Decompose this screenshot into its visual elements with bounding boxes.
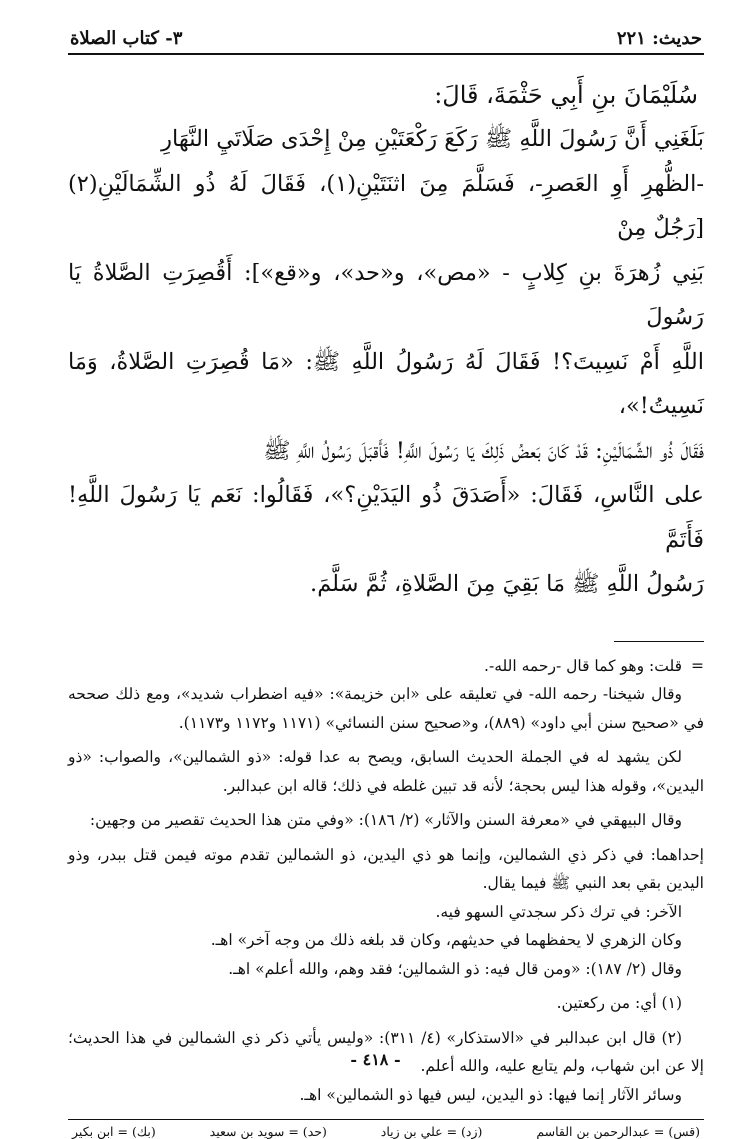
footnotes (68, 652, 704, 1110)
note-paragraph: الآخر: في ترك ذكر سجدتي السهو فيه. (435, 902, 682, 921)
hadith-line: رَسُولُ اللَّهِ ﷺ مَا بَقِيَ مِنَ الصَّلاةِ، ثُمَّ سَلَّمَ. (310, 571, 704, 597)
hadith-line: بَنِي زُهرَةَ بنِ كِلابٍ - «مص»، و«حد»، و«قع»]: أَقُصِرَتِ الصَّلاةُ يَا رَسُولَ (68, 259, 704, 330)
book-page (68, 22, 704, 1139)
abbreviation: (حد) = سويد بن سعيد (209, 1124, 327, 1139)
hadith-line: بَلَغَنِي أَنَّ رَسُولَ اللَّهِ ﷺ رَكَعَ رَكْعَتَيْنِ مِنْ إِحْدَى صَلَاتَيِ النَّهَارِ (161, 126, 704, 152)
note-paragraph: إحداهما: في ذكر ذي الشمالين، وإنما هو ذي اليدين، ذو الشمالين تقدم موته فيمن قتل ببدر، وذو اليدين بقي بعد النبي ﷺ فيما يقال. (68, 845, 704, 892)
abbreviation-key (68, 1120, 704, 1139)
book-title: ٣- كتاب الصلاة (70, 28, 183, 49)
note-paragraph: وقال (٢/ ١٨٧): «ومن قال فيه: ذو الشمالين؛ فقد وهم، والله أعلم» اهـ. (228, 959, 682, 978)
note-paragraph: لكن يشهد له في الجملة الحديث السابق، ويصح به عدا قوله: «ذو الشمالين»، والصواب: «ذو اليدين»، وقوله هذا ليس بحجة؛ لأنه قد تبين غلطه في ذلك؛ قاله ابن عبدالبر. (68, 748, 704, 795)
footnote-2: (٢) قال ابن عبدالبر في «الاستذكار» (٤/ ٣١١): «وليس يأتي ذكر ذي الشمالين في هذا الحديث؛ إلا عن ابن شهاب، ولم يتابع عليه، والله أعلم. (68, 1028, 704, 1075)
note-paragraph: وكان الزهري لا يحفظهما في حديثهم، وكان قد بلغه ذلك من وجه آخر» اهـ. (210, 931, 682, 949)
abbreviation: (بك) = ابن بكير (72, 1124, 156, 1139)
hadith-line: فَقَالَ ذُو الشِّمَالَيْنِ: قَدْ كَانَ بَعضُ ذَلِكَ يَا رَسُولَ اللَّهِ! فَأَقبَلَ رَسُولُ اللَّهِ ﷺ (263, 437, 704, 464)
hadith-line: -الظُّهرِ أَوِ العَصرِ-، فَسَلَّمَ مِنَ اثنَتَيْنِ(١)، فَقَالَ لَهُ ذُو الشِّمَالَيْنِ(٢) [رَجُلٌ مِنْ (68, 170, 704, 241)
abbreviation: (قس) = عبدالرحمن بن القاسم (536, 1124, 700, 1139)
abbreviation: (زد) = علي بن زياد (380, 1124, 483, 1139)
note-paragraph: وقال البيهقي في «معرفة السنن والآثار» (٢/ ١٨٦): «وفي متن هذا الحديث تقصير من وجهين: (89, 811, 682, 829)
hadith-number: حديث: ٢٢١ (616, 28, 702, 49)
footnote-separator (614, 641, 704, 642)
hadith-intro: سُلَيْمَانَ بنِ أَبِي حَثْمَةَ، قَالَ: (434, 81, 698, 109)
hadith-text (68, 117, 704, 607)
note-paragraph: =قلت: وهو كما قال -رحمه الله-. (68, 652, 704, 681)
footnote-1: (١) أي: من ركعتين. (556, 994, 682, 1012)
hadith-line: اللَّهِ أَمْ نَسِيتَ؟! فَقَالَ لَهُ رَسُولُ اللَّهِ ﷺ: «مَا قُصِرَتِ الصَّلاةُ، وَمَا نَسِيتُ!»، (68, 348, 704, 419)
page-number: - ٤١٨ - (350, 1050, 401, 1069)
continuation-mark: = (691, 656, 704, 675)
footnote-2-continued: وسائر الآثار إنما فيها: ذو اليدين، ليس فيها ذو الشمالين» اهـ. (299, 1085, 682, 1104)
running-header (68, 22, 704, 55)
hadith-line: على النَّاسِ، فَقَالَ: «أَصَدَقَ ذُو اليَدَيْنِ؟»، فَقَالُوا: نَعَم يَا رَسُولَ اللَّهِ! فَأَتَمَّ (68, 482, 704, 553)
note-paragraph: وقال شيخنا- رحمه الله- في تعليقه على «ابن خزيمة»: «فيه اضطراب شديد»، ومع ذلك صححه في «صحيح سنن أبي داود» (٨٨٩)، و«صحيح سنن النسائي» (١١٧١ و١١٧٢ و١١٧٣). (68, 685, 704, 732)
